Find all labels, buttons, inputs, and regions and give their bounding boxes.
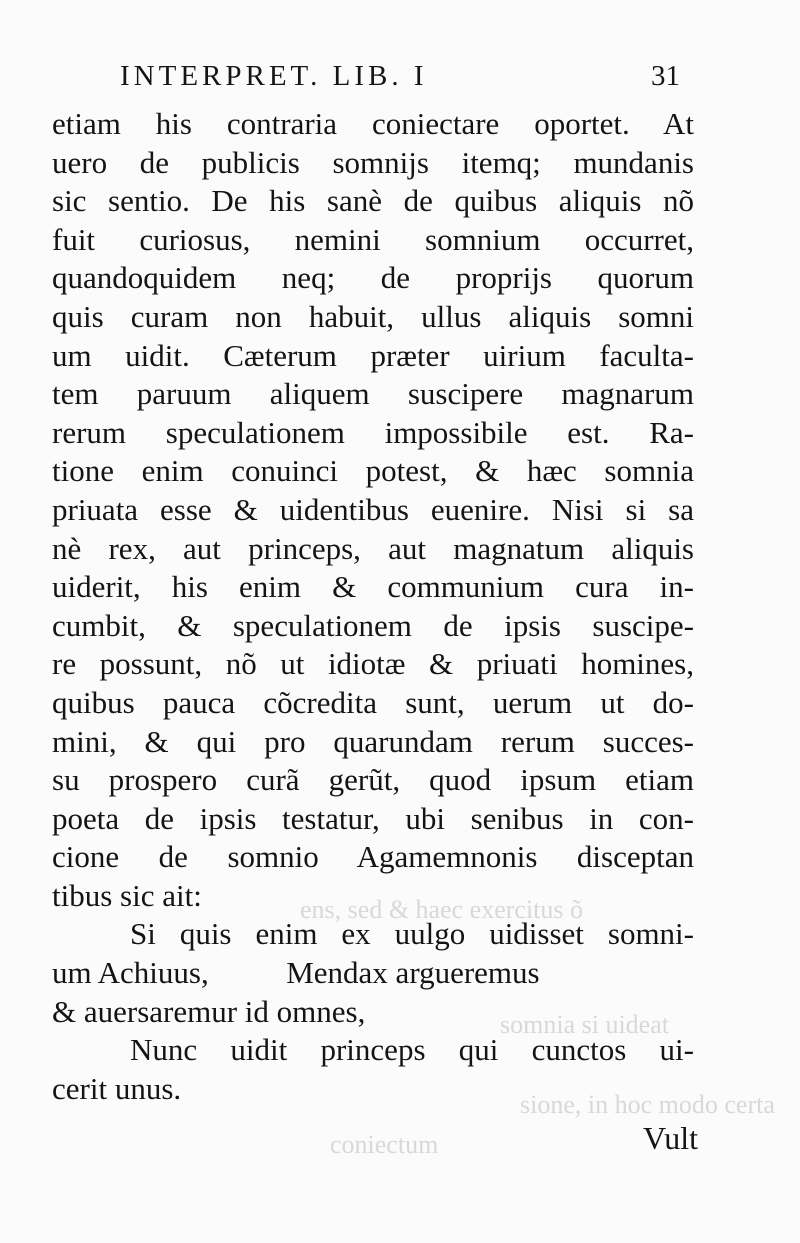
text-line: cumbit, & speculationem de ipsis suscipe- — [52, 607, 694, 643]
text-line: tibus sic ait: — [52, 877, 202, 913]
catchword: Vult — [643, 1120, 698, 1156]
bleed-through-text-4: coniectum — [330, 1130, 439, 1159]
text-line: rerum speculationem impossibile est. Ra- — [52, 414, 694, 450]
text-line: quandoquidem neq; de proprijs quorum — [52, 260, 694, 296]
text-line: tione enim conuinci potest, & hæc somnia — [52, 453, 694, 489]
text-line: quis curam non habuit, ullus aliquis somni — [52, 298, 694, 334]
text-line: mini, & qui pro quarundam rerum succes- — [52, 723, 694, 759]
bleed-through-text-3: sione, in hoc modo certa — [520, 1090, 775, 1119]
text-line: etiam his contraria coniectare oportet. At — [52, 106, 694, 141]
text-line: re possunt, nõ ut idiotæ & priuati homines, — [52, 646, 694, 682]
verse-line: Si quis enim ex uulgo uidisset somni- — [130, 916, 694, 952]
text-line: uiderit, his enim & communium cura in- — [52, 569, 694, 605]
page-header — [120, 60, 680, 100]
text-line: nè rex, aut princeps, aut magnatum aliquis — [52, 530, 694, 566]
bleed-through-text-2: somnia si uideat — [500, 1010, 669, 1039]
body-text — [52, 105, 694, 1108]
verse-line: um Achiuus, Mendax argueremus — [52, 955, 540, 991]
bleed-through-text-1: ens, sed & haec exercitus õ — [300, 895, 584, 924]
text-line: poeta de ipsis testatur, ubi senibus in con- — [52, 800, 694, 836]
text-line: cione de somnio Agamemnonis disceptan — [52, 839, 694, 875]
text-line: um uidit. Cæterum præter uirium faculta- — [52, 337, 694, 373]
text-line: priuata esse & uidentibus euenire. Nisi si sa — [52, 491, 694, 527]
text-line: quibus pauca cõcredita sunt, uerum ut do- — [52, 684, 694, 720]
running-head: INTERPRET. LIB. I — [120, 60, 428, 92]
verse-line: cerit unus. — [52, 1070, 182, 1106]
text-line: sic sentio. De his sanè de quibus aliquis nõ — [52, 183, 694, 219]
text-line: fuit curiosus, nemini somnium occurret, — [52, 221, 694, 257]
text-line: su prospero curã gerũt, quod ipsum etiam — [52, 762, 694, 798]
verse-line: Nunc uidit princeps qui cunctos ui- — [130, 1032, 694, 1068]
text-line: uero de publicis somnijs itemq; mundanis — [52, 144, 694, 180]
page-number: 31 — [651, 60, 680, 92]
verse-line: & auersaremur id omnes, — [52, 993, 366, 1029]
text-line: tem paruum aliquem suscipere magnarum — [52, 376, 694, 412]
